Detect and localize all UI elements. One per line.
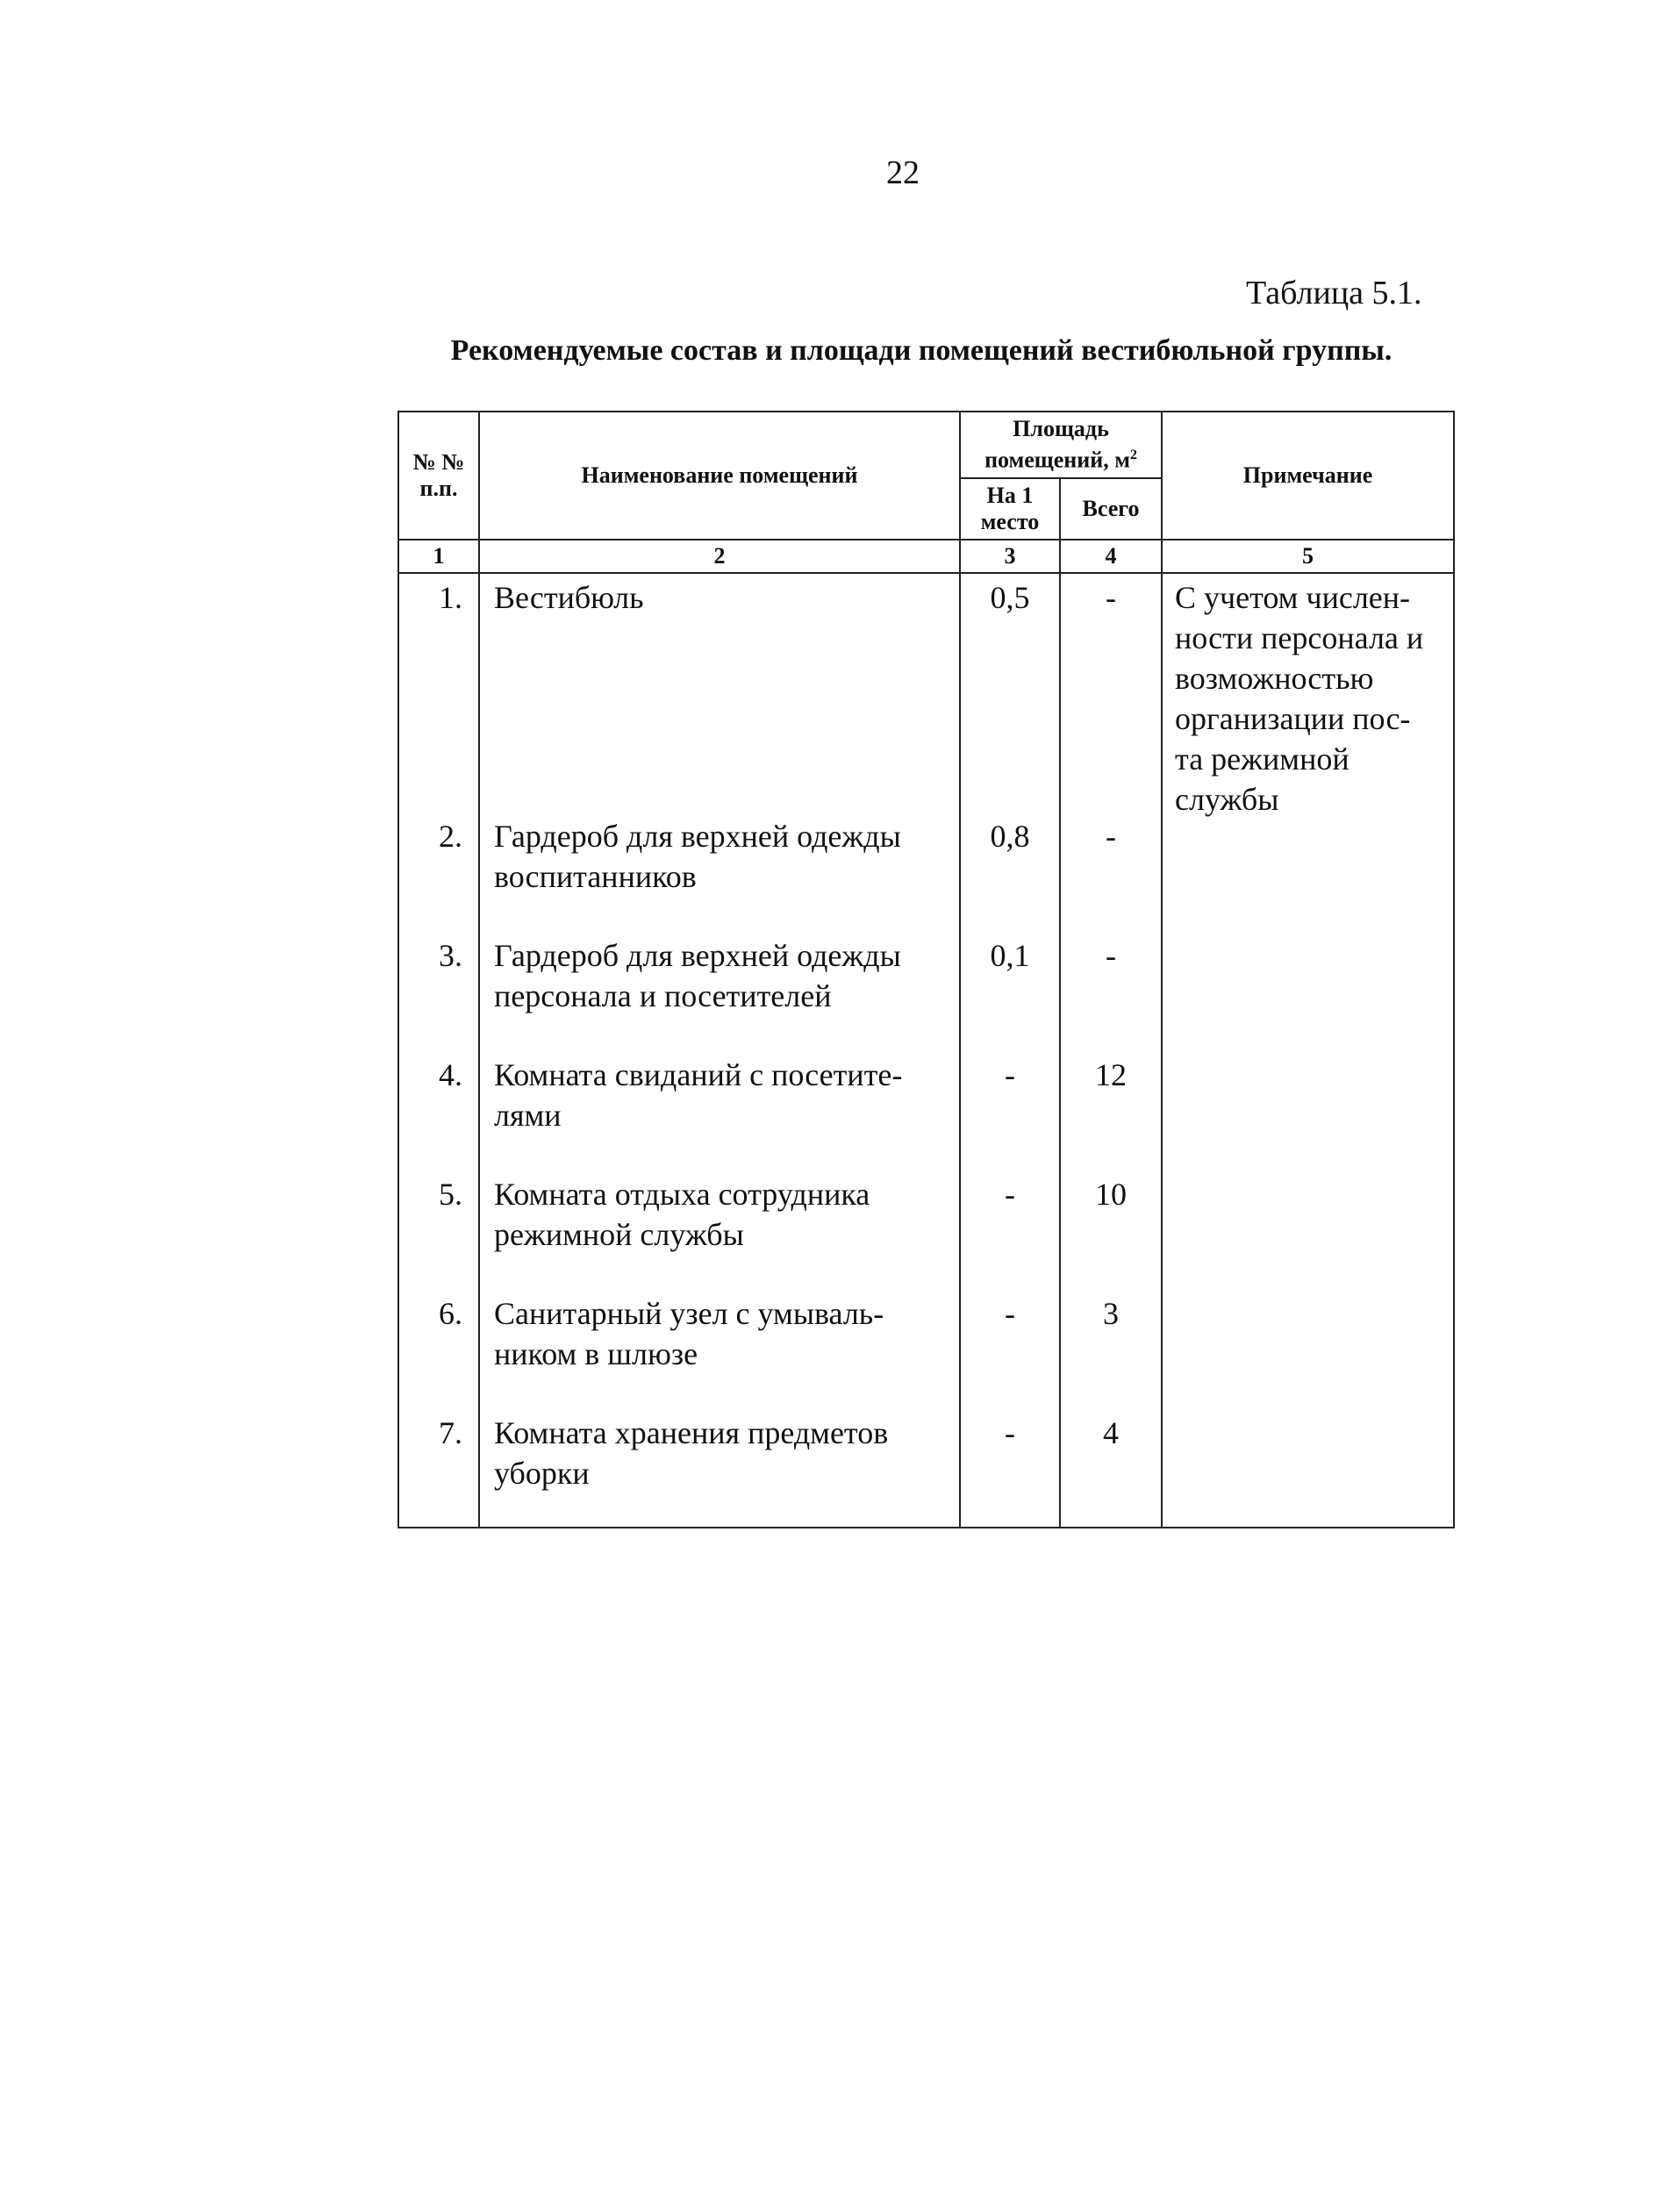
column-number: 1 xyxy=(398,540,479,573)
column-number: 2 xyxy=(479,540,960,573)
area-total: - xyxy=(1106,937,1116,973)
room-name: Комната отдыха сотрудника режимной службы xyxy=(494,1176,870,1252)
area-per-place: - xyxy=(1005,1056,1015,1092)
area-per-place: 0,5 xyxy=(990,579,1030,615)
table-body xyxy=(398,573,1454,1528)
table-title: Рекомендуемые состав и площади помещений вестибюльной группы. xyxy=(450,334,1393,367)
row-number: 7. xyxy=(439,1414,462,1450)
column-number: 5 xyxy=(1162,540,1454,573)
area-total: 10 xyxy=(1095,1176,1127,1212)
total-column xyxy=(1060,573,1162,1528)
row-number: 6. xyxy=(439,1295,462,1331)
row-number: 1. xyxy=(439,579,462,615)
area-per-place: 0,1 xyxy=(990,937,1030,973)
row-number: 5. xyxy=(439,1176,462,1212)
area-per-place: - xyxy=(1005,1176,1015,1212)
room-name: Гардероб для верхней одежды персонала и посетителей xyxy=(494,937,901,1013)
area-per-place: - xyxy=(1005,1295,1015,1331)
header-area xyxy=(960,412,1162,478)
room-name: Вестибюль xyxy=(494,579,644,615)
rooms-table xyxy=(397,411,1455,1528)
header-note: Примечание xyxy=(1162,412,1454,540)
header-per-place: На 1 место xyxy=(960,478,1060,540)
room-name: Комната свиданий с посетите- лями xyxy=(494,1056,903,1133)
page-number: 22 xyxy=(886,154,920,191)
area-total: - xyxy=(1106,579,1116,615)
header-number: № № п.п. xyxy=(398,412,479,540)
area-total: 12 xyxy=(1095,1056,1127,1092)
row-number: 4. xyxy=(439,1056,462,1092)
room-name: Комната хранения предметов уборки xyxy=(494,1414,889,1491)
area-per-place: - xyxy=(1005,1414,1015,1450)
room-name: Санитарный узел с умываль- ником в шлюзе xyxy=(494,1295,884,1371)
area-total: 4 xyxy=(1103,1414,1119,1450)
area-per-place: 0,8 xyxy=(990,818,1030,854)
header-area-text: Площадь помещений, м xyxy=(984,416,1130,473)
numbers-column xyxy=(398,573,479,1528)
room-name: Гардероб для верхней одежды воспитанников xyxy=(494,818,901,894)
row-number: 2. xyxy=(439,818,462,854)
note-text: С учетом числен- ности персонала и возможностью организации пос- та режимной службы xyxy=(1175,579,1424,817)
header-area-superscript: 2 xyxy=(1129,447,1137,462)
names-column xyxy=(479,573,960,1528)
column-number: 4 xyxy=(1060,540,1162,573)
header-name: Наименование помещений xyxy=(479,412,960,540)
header-total: Всего xyxy=(1060,478,1162,540)
table-label: Таблица 5.1. xyxy=(1246,275,1422,311)
area-total: - xyxy=(1106,818,1116,854)
notes-column xyxy=(1162,573,1454,1528)
area-total: 3 xyxy=(1103,1295,1119,1331)
row-number: 3. xyxy=(439,937,462,973)
column-number: 3 xyxy=(960,540,1060,573)
per-place-column xyxy=(960,573,1060,1528)
